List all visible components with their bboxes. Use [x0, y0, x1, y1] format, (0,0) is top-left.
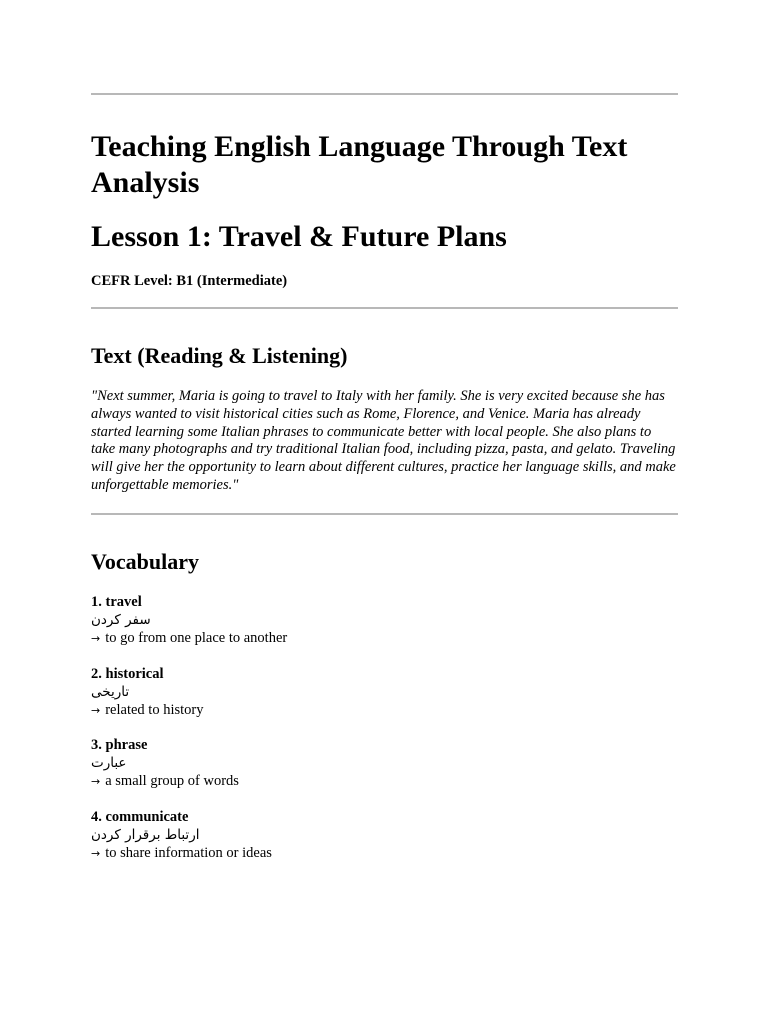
vocabulary-definition-text: related to history [105, 701, 204, 718]
vocabulary-item [91, 808, 678, 880]
divider-after-text [91, 513, 678, 515]
arrow-icon: → [91, 632, 101, 645]
vocabulary-translation: عبارت [91, 755, 127, 772]
vocabulary-definition [91, 772, 678, 791]
vocabulary-list [91, 593, 678, 880]
vocabulary-translation: سفر کردن [91, 612, 151, 628]
vocabulary-item [91, 593, 678, 665]
vocabulary-definition-text: to share information or ideas [105, 845, 272, 862]
vocabulary-term: 3. phrase [91, 737, 148, 754]
vocabulary-term: 4. communicate [91, 809, 189, 826]
vocabulary-definition [91, 629, 678, 648]
divider-top [91, 93, 678, 95]
vocabulary-definition [91, 844, 678, 863]
vocabulary-term: 1. travel [91, 594, 142, 610]
vocabulary-definition-text: a small group of words [105, 773, 239, 790]
vocabulary-translation: ارتباط برقرار کردن [91, 827, 200, 844]
vocabulary-definition [91, 701, 678, 720]
divider-after-header [91, 307, 678, 309]
arrow-icon: → [91, 775, 101, 789]
lesson-title: Lesson 1: Travel & Future Plans [91, 220, 507, 253]
vocabulary-item [91, 736, 678, 808]
vocabulary-term: 2. historical [91, 665, 164, 682]
vocabulary-item [91, 665, 678, 737]
reading-passage: "Next summer, Maria is going to travel to Italy with her family. She is very excited because she has always wanted to visit historical cities such as Rome, Florence, and Venice. Maria has already started learning some Italian phrases to communicate better with local people. She also plans to take many photographs and try traditional Italian food, including pizza, pasta, and gelato. Traveling will give her the opportunity to learn about different cultures, practice her language skills, and make unforgettable memories." [91, 388, 676, 493]
vocabulary-translation: تاریخی [91, 683, 130, 700]
vocabulary-definition-text: to go from one place to another [105, 630, 288, 646]
cefr-level: CEFR Level: B1 (Intermediate) [91, 273, 288, 289]
vocabulary-heading: Vocabulary [91, 549, 199, 574]
document-title: Teaching English Language Through Text Analysis [91, 130, 628, 199]
arrow-icon: → [91, 847, 101, 861]
text-section-heading: Text (Reading & Listening) [91, 343, 348, 368]
arrow-icon: → [91, 703, 101, 717]
